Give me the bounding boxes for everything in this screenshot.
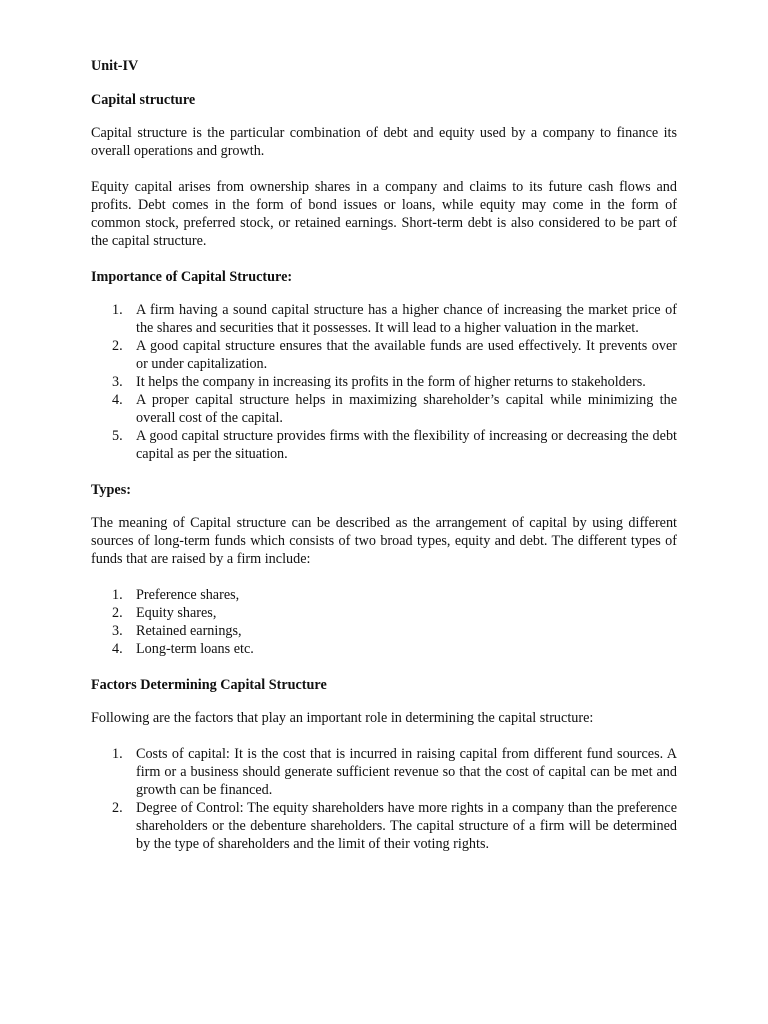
equity-paragraph: Equity capital arises from ownership shares in a company and claims to its future cash flows and profits. Debt comes in the form of bond issues or loans, while equity may come in the form of common stock, preferred stock, or retained earnings. Short-term debt is also considered to be part of the capital structure. <box>91 179 677 249</box>
list-text: Degree of Control: The equity shareholders have more rights in a company than the preference shareholders or the debenture shareholders. The capital structure of a firm will be determined by the type of shareholders and the limit of their voting rights. <box>136 800 677 852</box>
list-text: Long-term loans etc. <box>136 641 254 657</box>
list-item <box>91 586 677 604</box>
document-page <box>91 57 677 853</box>
factors-paragraph: Following are the factors that play an important role in determining the capital structure: <box>91 710 594 726</box>
list-number: 2. <box>112 800 123 816</box>
list-text: A proper capital structure helps in maximizing shareholder’s capital while minimizing the overall cost of the capital. <box>136 392 677 426</box>
list-number: 1. <box>112 587 123 603</box>
types-paragraph: The meaning of Capital structure can be described as the arrangement of capital by using different sources of long-term funds which consists of two broad types, equity and debt. The different types of funds that are raised by a firm include: <box>91 515 677 567</box>
list-text: Retained earnings, <box>136 623 242 639</box>
intro-paragraph: Capital structure is the particular combination of debt and equity used by a company to finance its overall operations and growth. <box>91 125 677 159</box>
list-item <box>91 391 677 427</box>
factors-heading: Factors Determining Capital Structure <box>91 677 327 693</box>
list-item <box>91 604 677 622</box>
list-text: Costs of capital: It is the cost that is incurred in raising capital from different fund sources. A firm or a business should generate sufficient revenue so that the cost of capital can be met and growth can be financed. <box>136 746 677 798</box>
list-item <box>91 640 677 658</box>
types-heading: Types: <box>91 482 131 498</box>
list-number: 4. <box>112 392 123 408</box>
factors-list <box>91 745 677 853</box>
list-item <box>91 799 677 853</box>
list-number: 1. <box>112 302 123 318</box>
unit-title: Unit-IV <box>91 58 139 74</box>
list-item <box>91 337 677 373</box>
list-number: 2. <box>112 605 123 621</box>
list-number: 5. <box>112 428 123 444</box>
list-text: Equity shares, <box>136 605 217 621</box>
list-text: A good capital structure provides firms with the flexibility of increasing or decreasing the debt capital as per the situation. <box>136 428 677 462</box>
list-number: 4. <box>112 641 123 657</box>
section-title: Capital structure <box>91 92 196 108</box>
list-item <box>91 427 677 463</box>
types-list <box>91 586 677 658</box>
importance-list <box>91 301 677 463</box>
list-text: It helps the company in increasing its profits in the form of higher returns to stakeholders. <box>136 374 646 390</box>
importance-heading: Importance of Capital Structure: <box>91 269 293 285</box>
list-text: Preference shares, <box>136 587 240 603</box>
list-number: 1. <box>112 746 123 762</box>
list-text: A good capital structure ensures that the available funds are used effectively. It prevents over or under capitalization. <box>136 338 677 372</box>
list-number: 2. <box>112 338 123 354</box>
list-number: 3. <box>112 374 123 390</box>
list-item <box>91 622 677 640</box>
list-item <box>91 301 677 337</box>
list-text: A firm having a sound capital structure has a higher chance of increasing the market price of the shares and securities that it possesses. It will lead to a higher valuation in the market. <box>136 302 677 336</box>
list-item <box>91 373 677 391</box>
list-number: 3. <box>112 623 123 639</box>
list-item <box>91 745 677 799</box>
